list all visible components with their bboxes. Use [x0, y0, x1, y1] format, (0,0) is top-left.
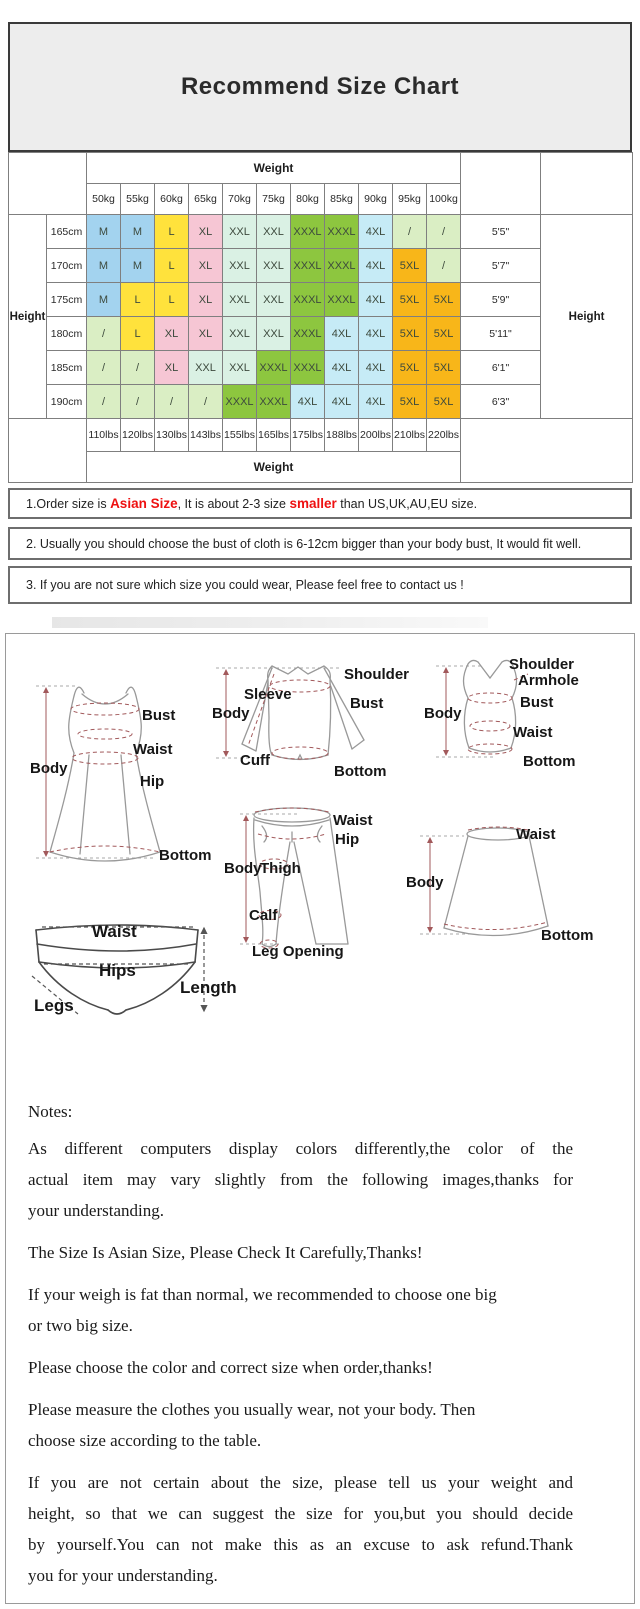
size-cell: /: [393, 215, 427, 249]
notes-line: your understanding.: [28, 1201, 164, 1220]
size-cell: XXL: [223, 351, 257, 385]
weight-lbs-cell: 165lbs: [257, 419, 291, 452]
section-divider: [52, 617, 488, 628]
table-row: [9, 317, 633, 351]
diagram-label-pants-waist: Waist: [333, 812, 373, 829]
size-cell: /: [427, 215, 461, 249]
table-row: [9, 215, 633, 249]
size-cell: XXL: [257, 249, 291, 283]
table-row: [9, 385, 633, 419]
size-cell: 5XL: [427, 351, 461, 385]
notes-line: If you are not certain about the size, please tell us your weight and: [28, 1473, 573, 1492]
weight-header: Weight: [87, 153, 461, 184]
weight-lbs-cell: 143lbs: [189, 419, 223, 452]
table-row: [9, 351, 633, 385]
highlight-red-text: Asian Size: [110, 496, 178, 511]
size-cell: XXL: [257, 215, 291, 249]
size-cell: /: [427, 249, 461, 283]
diagram-label-dress-bust: Bust: [142, 707, 176, 724]
height-cm-cell: 170cm: [47, 249, 87, 283]
diagram-label-skirt-bottom: Bottom: [541, 927, 594, 944]
size-cell: XL: [155, 317, 189, 351]
size-cell: 4XL: [359, 283, 393, 317]
size-cell: 4XL: [325, 351, 359, 385]
size-cell: XL: [155, 351, 189, 385]
size-cell: XXXL: [325, 283, 359, 317]
size-chart-table: [8, 152, 633, 483]
diagram-label-pants-thigh: Thigh: [260, 860, 301, 877]
notes-paragraph-5: [28, 1394, 573, 1456]
order-note-1: [8, 488, 632, 519]
diagram-label-dress-waist: Waist: [133, 741, 173, 758]
blank-cell: [541, 153, 633, 215]
size-cell: 5XL: [393, 351, 427, 385]
size-cell: XL: [189, 249, 223, 283]
order-note-text: 3. If you are not sure which size you could wear, Please feel free to contact us !: [26, 578, 464, 592]
size-cell: 4XL: [359, 215, 393, 249]
notes-paragraph-6: [28, 1467, 573, 1591]
height-cm-cell: 185cm: [47, 351, 87, 385]
size-cell: /: [155, 385, 189, 419]
diagram-label-shirt-body: Body: [212, 705, 250, 722]
size-cell: M: [121, 215, 155, 249]
diagram-label-vest-waist: Waist: [513, 724, 553, 741]
height-label-left: Height: [9, 215, 47, 419]
weight-lbs-cell: 200lbs: [359, 419, 393, 452]
table-row: [9, 249, 633, 283]
size-cell: L: [155, 283, 189, 317]
diagram-label-panties-waist: Waist: [92, 922, 137, 941]
notes-line: you for your understanding.: [28, 1566, 218, 1585]
notes-line: The Size Is Asian Size, Please Check It Carefully,Thanks!: [28, 1243, 423, 1262]
notes-paragraph-4: [28, 1352, 573, 1383]
size-cell: /: [87, 351, 121, 385]
page-title: Recommend Size Chart: [180, 73, 460, 100]
height-ft-cell: 6'1": [461, 351, 541, 385]
order-note-text: 2. Usually you should choose the bust of cloth is 6-12cm bigger than your body bust, It would fit well.: [26, 536, 582, 551]
weight-kg-cell: 60kg: [155, 184, 189, 215]
size-cell: 4XL: [325, 317, 359, 351]
diagram-label-vest-armhole: Armhole: [518, 672, 579, 689]
weight-kg-cell: 55kg: [121, 184, 155, 215]
size-cell: L: [121, 283, 155, 317]
weight-kg-cell: 100kg: [427, 184, 461, 215]
size-cell: M: [87, 249, 121, 283]
diagram-label-shirt-shoulder: Shoulder: [344, 666, 410, 683]
notes-line: Please measure the clothes you usually wear, not your body. Then: [28, 1400, 476, 1419]
size-cell: /: [87, 385, 121, 419]
diagram-label-dress-body: Body: [30, 760, 68, 777]
size-cell: XXXL: [257, 385, 291, 419]
size-cell: XXL: [189, 351, 223, 385]
size-cell: 4XL: [359, 249, 393, 283]
notes-line: If your weigh is fat than normal, we recommended to choose one big: [28, 1285, 497, 1304]
size-cell: L: [155, 249, 189, 283]
weight-lbs-cell: 155lbs: [223, 419, 257, 452]
diagram-label-dress-bottom: Bottom: [159, 847, 212, 864]
diagram-label-panties-hips: Hips: [99, 961, 136, 980]
size-cell: 5XL: [427, 283, 461, 317]
size-cell: XXXL: [325, 249, 359, 283]
size-cell: 4XL: [325, 385, 359, 419]
diagram-label-shirt-bust: Bust: [350, 695, 384, 712]
notes-paragraph-1: [28, 1133, 573, 1226]
table-row: [9, 283, 633, 317]
size-cell: XXL: [223, 317, 257, 351]
diagram-label-pants-body: Body: [224, 860, 262, 877]
height-ft-cell: 6'3": [461, 385, 541, 419]
diagram-label-pants-leg-opening: Leg Opening: [252, 943, 344, 960]
height-ft-cell: 5'5": [461, 215, 541, 249]
size-cell: 5XL: [393, 385, 427, 419]
size-cell: /: [121, 351, 155, 385]
diagram-label-vest-shoulder: Shoulder: [509, 656, 575, 673]
size-cell: XXL: [257, 283, 291, 317]
diagram-label-skirt-body: Body: [406, 874, 444, 891]
size-cell: /: [87, 317, 121, 351]
height-ft-cell: 5'11": [461, 317, 541, 351]
diagram-label-pants-calf: Calf: [249, 907, 278, 924]
notes-heading: Notes:: [28, 1102, 73, 1121]
size-cell: XXXL: [257, 351, 291, 385]
height-label-right: Height: [541, 215, 633, 419]
size-cell: XXXL: [291, 317, 325, 351]
size-cell: 5XL: [393, 249, 427, 283]
diagram-label-pants-hip: Hip: [335, 831, 360, 848]
blank-cell: [461, 419, 633, 483]
size-cell: 5XL: [427, 385, 461, 419]
highlight-red-text: smaller: [289, 496, 337, 511]
diagram-label-vest-bust: Bust: [520, 694, 554, 711]
order-note-2: [8, 527, 632, 560]
table-row-weight-header: [9, 153, 633, 184]
weight-lbs-cell: 120lbs: [121, 419, 155, 452]
height-cm-cell: 165cm: [47, 215, 87, 249]
diagram-label-skirt-waist: Waist: [516, 826, 556, 843]
size-cell: 5XL: [393, 283, 427, 317]
height-cm-cell: 180cm: [47, 317, 87, 351]
size-cell: XXL: [223, 215, 257, 249]
height-cm-cell: 175cm: [47, 283, 87, 317]
weight-lbs-cell: 175lbs: [291, 419, 325, 452]
notes-block: [28, 1096, 573, 1602]
size-cell: 4XL: [291, 385, 325, 419]
order-note-text: than US,UK,AU,EU size.: [336, 496, 478, 511]
corner-cell: [9, 153, 87, 215]
diagram-label-shirt-bottom: Bottom: [334, 763, 387, 780]
size-cell: XXXL: [325, 215, 359, 249]
size-cell: /: [189, 385, 223, 419]
size-cell: /: [121, 385, 155, 419]
notes-line: by yourself.You can not make this as an excuse to ask refund.Thank: [28, 1535, 573, 1554]
weight-lbs-cell: 110lbs: [87, 419, 121, 452]
weight-kg-cell: 50kg: [87, 184, 121, 215]
size-cell: XXXL: [291, 351, 325, 385]
diagram-label-vest-body: Body: [424, 705, 462, 722]
table-row-lbs: [9, 419, 633, 452]
weight-lbs-cell: 220lbs: [427, 419, 461, 452]
weight-kg-cell: 85kg: [325, 184, 359, 215]
size-cell: XL: [189, 283, 223, 317]
corner-cell: [9, 419, 87, 483]
notes-line: actual item may vary slightly from the following images,thanks for: [28, 1170, 573, 1189]
order-note-text: , It is about 2-3 size: [177, 496, 290, 511]
weight-kg-cell: 95kg: [393, 184, 427, 215]
size-cell: 4XL: [359, 351, 393, 385]
weight-kg-cell: 90kg: [359, 184, 393, 215]
size-cell: L: [155, 215, 189, 249]
notes-line: or two big size.: [28, 1316, 133, 1335]
size-cell: 4XL: [359, 317, 393, 351]
height-ft-cell: 5'9": [461, 283, 541, 317]
diagram-label-panties-length: Length: [180, 978, 237, 997]
weight-footer: Weight: [87, 452, 461, 483]
size-cell: M: [87, 283, 121, 317]
size-cell: 4XL: [359, 385, 393, 419]
size-cell: XXXL: [291, 215, 325, 249]
size-cell: L: [121, 317, 155, 351]
notes-paragraphs: [28, 1133, 573, 1591]
order-note-3: [8, 566, 632, 604]
size-cell: XXL: [223, 283, 257, 317]
size-cell: XXXL: [291, 249, 325, 283]
notes-line: As different computers display colors differently,the color of the: [28, 1139, 573, 1158]
blank-cell: [461, 153, 541, 215]
diagram-label-vest-bottom: Bottom: [523, 753, 576, 770]
notes-line: choose size according to the table.: [28, 1431, 262, 1450]
height-ft-cell: 5'7": [461, 249, 541, 283]
size-cell: M: [121, 249, 155, 283]
size-cell: XXXL: [291, 283, 325, 317]
size-cell: XXXL: [223, 385, 257, 419]
size-cell: XL: [189, 215, 223, 249]
diagram-label-shirt-sleeve: Sleeve: [244, 686, 292, 703]
size-cell: 5XL: [427, 317, 461, 351]
title-box: [8, 22, 632, 152]
measurement-section: [5, 633, 635, 1604]
size-cell: XXL: [257, 317, 291, 351]
weight-kg-cell: 65kg: [189, 184, 223, 215]
diagram-label-shirt-cuff: Cuff: [240, 752, 270, 769]
diagram-label-panties-legs: Legs: [34, 996, 74, 1015]
weight-lbs-cell: 210lbs: [393, 419, 427, 452]
diagram-label-dress-hip: Hip: [140, 773, 165, 790]
notes-line: height, so that we can suggest the size for you,but you should decide: [28, 1504, 573, 1523]
weight-kg-cell: 80kg: [291, 184, 325, 215]
height-cm-cell: 190cm: [47, 385, 87, 419]
notes-line: Please choose the color and correct size when order,thanks!: [28, 1358, 433, 1377]
size-cell: XL: [189, 317, 223, 351]
notes-paragraph-3: [28, 1279, 573, 1341]
size-cell: XXL: [223, 249, 257, 283]
weight-lbs-cell: 188lbs: [325, 419, 359, 452]
size-cell: M: [87, 215, 121, 249]
notes-paragraph-2: [28, 1237, 573, 1268]
weight-kg-cell: 70kg: [223, 184, 257, 215]
weight-lbs-cell: 130lbs: [155, 419, 189, 452]
size-cell: 5XL: [393, 317, 427, 351]
order-note-text: 1.Order size is: [26, 496, 111, 511]
weight-kg-cell: 75kg: [257, 184, 291, 215]
